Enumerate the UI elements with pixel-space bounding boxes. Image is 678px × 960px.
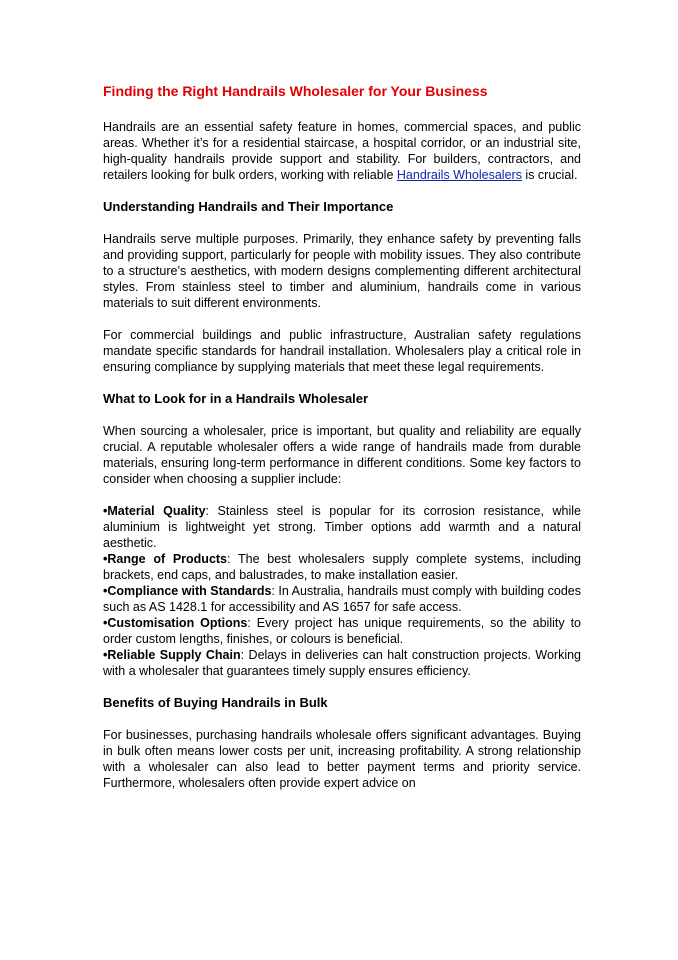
bullet-text: : Delays in deliveries can halt construction projects. Working with a wholesaler that guarantees timely supply ensures efficiency. <box>103 648 581 678</box>
bullet-text: : In Australia, handrails must comply with building codes such as AS 1428.1 for accessibility and AS 1657 for safe access. <box>103 584 582 614</box>
intro-paragraph <box>103 119 581 183</box>
key-factors-list <box>103 503 581 679</box>
bullet-text: : The best wholesalers supply complete systems, including brackets, end caps, and balustrades, to make installation easier. <box>103 552 581 582</box>
bullet-term: Range of Products <box>107 552 228 566</box>
handrails-wholesalers-link[interactable]: Handrails Wholesalers <box>396 168 522 182</box>
bullet-term: Reliable Supply Chain <box>107 648 241 662</box>
document-title: Finding the Right Handrails Wholesaler for Your Business <box>103 83 488 99</box>
list-item <box>103 647 581 679</box>
list-item <box>103 503 581 551</box>
bullet-marker: • <box>103 648 108 662</box>
list-item <box>103 551 581 583</box>
importance-paragraph-2: For commercial buildings and public infrastructure, Australian safety regulations mandate specific standards for handrail installation. Wholesalers play a critical role in ensuring compliance by supplying materials that meet these legal requirements. <box>103 328 581 374</box>
section-heading-importance: Understanding Handrails and Their Importance <box>103 199 394 214</box>
bullet-marker: • <box>103 504 108 518</box>
list-item <box>103 583 581 615</box>
document-body <box>103 82 581 807</box>
bullet-term: Compliance with Standards <box>107 584 272 598</box>
list-item <box>103 615 581 647</box>
bullet-marker: • <box>103 552 108 566</box>
bullet-marker: • <box>103 584 108 598</box>
bullet-term: Customisation Options <box>107 616 248 630</box>
intro-text-before: Handrails are an essential safety feature in homes, commercial spaces, and public areas. Whether it’s for a residential staircase, a hospital corridor, or an industrial site, high-quality handrails provide support and stability. For builders, contractors, and retailers looking for bulk orders, working with reliable <box>103 120 581 182</box>
section-heading-benefits: Benefits of Buying Handrails in Bulk <box>103 695 328 710</box>
bullet-text: : Every project has unique requirements, so the ability to order custom lengths, finishes, or colours is beneficial. <box>103 616 581 646</box>
importance-paragraph-1: Handrails serve multiple purposes. Primarily, they enhance safety by preventing falls and providing support, particularly for people with mobility issues. They also contribute to a structure’s aesthetics, with modern designs complementing different architectural styles. From stainless steel to timber and aluminium, handrails come in various materials to suit different environments. <box>103 232 581 310</box>
what-to-look-for-paragraph: When sourcing a wholesaler, price is important, but quality and reliability are equally crucial. A reputable wholesaler offers a wide range of handrails made from durable materials, ensuring long-term performance in different conditions. Some key factors to consider when choosing a supplier include: <box>103 424 581 486</box>
bullet-marker: • <box>103 616 108 630</box>
benefits-paragraph: For businesses, purchasing handrails wholesale offers significant advantages. Buying in bulk often means lower costs per unit, increasing profitability. A strong relationship with a wholesaler can also lead to better payment terms and priority service. Furthermore, wholesalers often provide expert advice on <box>103 728 581 790</box>
intro-text-after: is crucial. <box>521 168 578 182</box>
section-heading-what-to-look-for: What to Look for in a Handrails Wholesaler <box>103 391 369 406</box>
bullet-term: Material Quality <box>107 504 206 518</box>
bullet-text: : Stainless steel is popular for its corrosion resistance, while aluminium is lightweight yet strong. Timber options add warmth and a natural aesthetic. <box>103 504 581 550</box>
